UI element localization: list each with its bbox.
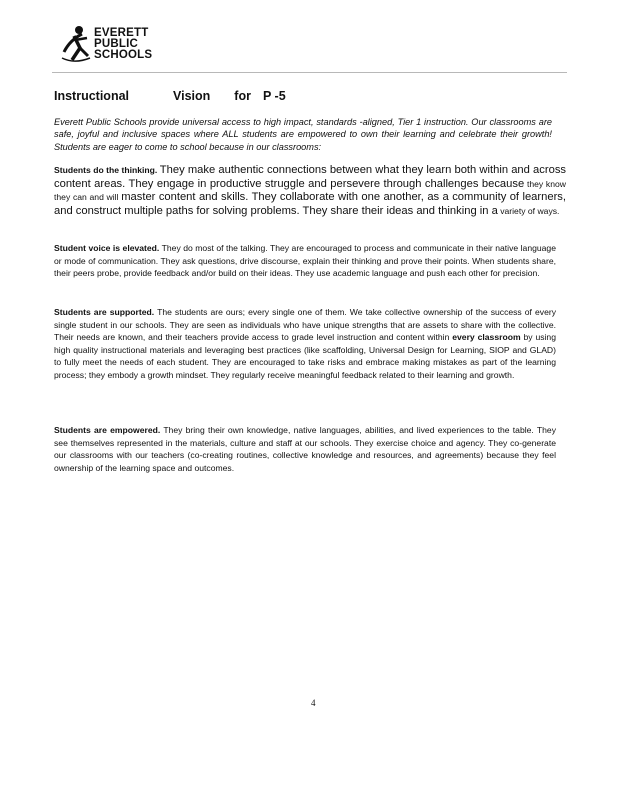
heading-voice: Student voice is elevated.: [54, 243, 160, 253]
logo-line-1: EVERETT: [94, 27, 149, 39]
empowered-body: They bring their own knowledge, native languages, abilities, and lived experiences to the table. They see themselves represented in the materials, culture and staff at our schools. They exercise choice and agency. They co-generate our classrooms with our teachers (co-creating routines, collective knowledge and resources, and agreements) because they feel ownership of the learning space and outcomes.: [54, 425, 556, 473]
vision-intro: Everett Public Schools provide universal access to high impact, standards -aligned, Tier 1 instruction. Our classrooms are safe, joyful and inclusive spaces where ALL students are empowered to own their learning and celebrate their growth! Students are eager to come to school because in our classrooms:: [54, 117, 552, 152]
logo-line-2: PUBLIC: [94, 38, 139, 50]
title-word-1: Instructional: [54, 89, 130, 103]
title-word-3: for: [234, 89, 251, 103]
thinking-body-4: variety of ways.: [500, 205, 560, 216]
page-number: 4: [311, 698, 316, 708]
voice-body: They do most of the talking. They are encouraged to process and communicate in their native language or mode of communication. They ask questions, drive discourse, explain their thinking and prove their points. When students share, their peers probe, provide feedback and/or build on their ideas. They use academic language and push each other for precision.: [54, 243, 556, 279]
paragraph-voice: [54, 242, 556, 280]
supported-body-2: by using high quality instructional materials and leveraging best practices (like scaffolding, Universal Design for Learning, SIOP and GLAD) to fully meet the needs of each student. They are encouraged to take risks and embrace making mistakes as part of the learning process; they embody a growth mindset. They regularly receive meaningful feedback related to their learning and growth.: [54, 332, 556, 380]
logo-line-3: SCHOOLS: [94, 49, 153, 61]
thinking-body-1: They make authentic connections between what they learn both within and across content areas. They engage in productive struggle and persevere through challenges because: [54, 164, 567, 190]
supported-emphasis: every classroom: [452, 332, 521, 343]
heading-thinking: Students do the thinking.: [54, 165, 158, 175]
thinking-body-2: they know they can and will: [54, 178, 566, 203]
page-title: [54, 89, 286, 103]
logo-wordmark: [94, 28, 152, 61]
paragraph-empowered: [54, 424, 556, 474]
heading-empowered: Students are empowered.: [54, 425, 161, 435]
title-word-2: Vision: [173, 89, 211, 103]
header-divider: [52, 72, 567, 73]
heading-supported: Students are supported.: [54, 307, 155, 317]
runner-logo-icon: [60, 22, 94, 66]
district-logo: [60, 22, 170, 70]
supported-body-1: The students are ours; every single one of them. We take collective ownership of the success of every single student in our schools. They are seen as individuals who have unique strengths that are assets to share with the collective. Their needs are known, and their teachers provide access to grade level instruction and content within: [54, 307, 557, 343]
title-word-4: P -5: [262, 89, 286, 103]
thinking-body-3: master content and skills. They collaborate with one another, as a community of learners, and construct multiple paths for solving problems. They share their ideas and thinking in a: [54, 191, 566, 217]
paragraph-supported: [54, 306, 556, 382]
paragraph-thinking: [54, 164, 566, 218]
